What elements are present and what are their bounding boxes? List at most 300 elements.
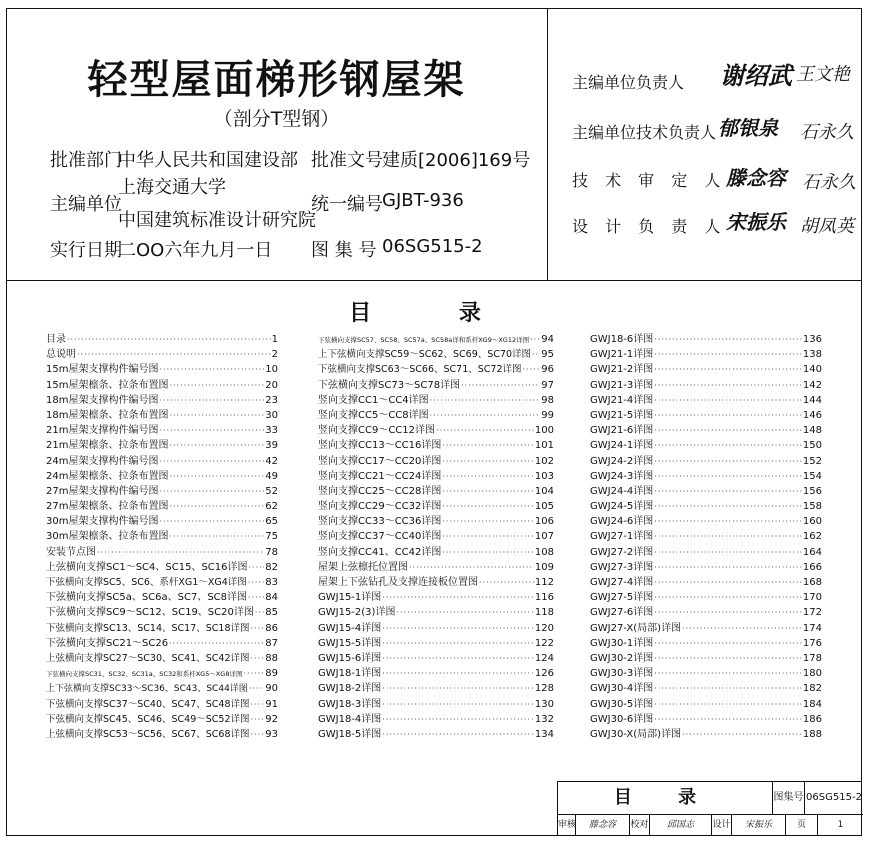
toc-entry bbox=[46, 469, 278, 484]
toc-entry bbox=[318, 697, 554, 712]
toc-entry-page: 91 bbox=[265, 698, 278, 710]
design-signature: 宋振乐 bbox=[732, 814, 786, 836]
toc-entry-title: 下弦横向支撑SC5a、SC6a、SC7、SC8详图 bbox=[46, 592, 248, 604]
toc-entry-page: 42 bbox=[265, 455, 278, 467]
toc-entry bbox=[46, 575, 278, 590]
toc-entry-page: 88 bbox=[265, 652, 278, 664]
toc-leader-dots bbox=[159, 362, 264, 377]
toc-entry-title: 下弦横向支撑SC21～SC26 bbox=[46, 637, 169, 649]
toc-entry bbox=[46, 423, 278, 438]
toc-entry bbox=[46, 666, 278, 681]
toc-entry bbox=[590, 499, 822, 514]
toc-leader-dots bbox=[442, 529, 534, 544]
toc-column-1 bbox=[46, 332, 278, 742]
toc-leader-dots bbox=[442, 545, 534, 560]
toc-entry bbox=[318, 514, 554, 529]
toc-entry-page: 75 bbox=[265, 531, 278, 543]
toc-entry-page: 97 bbox=[541, 379, 554, 391]
toc-entry-title: GWJ24-3详图 bbox=[590, 470, 654, 482]
toc-leader-dots bbox=[654, 651, 802, 666]
toc-entry-page: 176 bbox=[802, 637, 822, 649]
toc-entry-page: 78 bbox=[265, 546, 278, 558]
approve-dept-label: 批准部门 bbox=[50, 150, 122, 171]
toc-entry-page: 98 bbox=[541, 394, 554, 406]
toc-entry bbox=[590, 666, 822, 681]
toc-leader-dots bbox=[442, 469, 534, 484]
approve-doc: 建质[2006]169号 bbox=[382, 150, 531, 171]
toc-entry bbox=[46, 454, 278, 469]
toc-leader-dots bbox=[682, 727, 802, 742]
toc-leader-dots bbox=[654, 712, 802, 727]
toc-entry bbox=[46, 438, 278, 453]
toc-leader-dots bbox=[436, 423, 534, 438]
toc-entry bbox=[590, 378, 822, 393]
toc-entry bbox=[46, 545, 278, 560]
toc-entry-title: 24m屋架檩条、拉条布置图 bbox=[46, 470, 169, 482]
toc-leader-dots bbox=[654, 393, 802, 408]
toc-entry bbox=[590, 697, 822, 712]
toc-leader-dots bbox=[532, 347, 540, 362]
signature: 滕念容 bbox=[726, 166, 786, 190]
toc-entry-page: 138 bbox=[802, 349, 822, 361]
toc-entry-page: 103 bbox=[534, 470, 554, 482]
toc-leader-dots bbox=[442, 438, 534, 453]
toc-entry-page: 172 bbox=[802, 607, 822, 619]
toc-entry-title: 总说明 bbox=[46, 349, 76, 361]
toc-entry-title: 18m屋架檩条、拉条布置图 bbox=[46, 409, 169, 421]
toc-entry bbox=[590, 712, 822, 727]
toc-entry-page: 95 bbox=[541, 349, 554, 361]
toc-entry-page: 154 bbox=[802, 470, 822, 482]
toc-leader-dots bbox=[654, 332, 802, 347]
toc-leader-dots bbox=[169, 529, 264, 544]
toc-entry bbox=[318, 484, 554, 499]
toc-entry-page: 104 bbox=[534, 485, 554, 497]
signature: 郁银泉 bbox=[718, 116, 778, 140]
atlas-no-value: 06SG515-2 bbox=[806, 792, 862, 803]
toc-entry-title: GWJ24-2详图 bbox=[590, 455, 654, 467]
toc-entry-page: 144 bbox=[802, 394, 822, 406]
toc-entry-title: GWJ18-4详图 bbox=[318, 713, 382, 725]
toc-entry bbox=[318, 712, 554, 727]
toc-entry-title: 屋架上弦檩托位置图 bbox=[318, 561, 408, 573]
toc-entry bbox=[590, 484, 822, 499]
toc-leader-dots bbox=[654, 636, 802, 651]
header-left bbox=[6, 8, 547, 280]
toc-entry-title: GWJ30-X(局部)详图 bbox=[590, 728, 682, 740]
toc-entry bbox=[318, 666, 554, 681]
toc-entry-title: GWJ27-2详图 bbox=[590, 546, 654, 558]
toc-entry-title: 竖向支撑CC17～CC20详图 bbox=[318, 455, 442, 467]
toc-entry bbox=[318, 469, 554, 484]
toc-leader-dots bbox=[382, 666, 534, 681]
toc-entry bbox=[46, 727, 278, 742]
toc-leader-dots bbox=[382, 621, 534, 636]
toc-entry-page: 2 bbox=[271, 349, 278, 361]
toc-entry-page: 82 bbox=[265, 561, 278, 573]
toc-entry-title: 27m屋架支撑构件编号图 bbox=[46, 485, 159, 497]
toc-entry-page: 101 bbox=[534, 440, 554, 452]
toc-entry bbox=[318, 621, 554, 636]
toc-entry-page: 92 bbox=[265, 713, 278, 725]
toc-entry-title: GWJ15-4详图 bbox=[318, 622, 382, 634]
toc-entry bbox=[590, 454, 822, 469]
toc-entry bbox=[46, 560, 278, 575]
toc-entry-page: 107 bbox=[534, 531, 554, 543]
toc-entry-title: GWJ18-5详图 bbox=[318, 728, 382, 740]
toc-entry bbox=[318, 499, 554, 514]
toc-entry-page: 105 bbox=[534, 501, 554, 513]
toc-leader-dots bbox=[461, 378, 540, 393]
toc-leader-dots bbox=[382, 636, 534, 651]
toc-entry bbox=[590, 362, 822, 377]
toc-leader-dots bbox=[430, 393, 541, 408]
toc-entry-page: 166 bbox=[802, 561, 822, 573]
toc-entry-page: 150 bbox=[802, 440, 822, 452]
toc-entry bbox=[46, 362, 278, 377]
page-label: 页 bbox=[786, 814, 818, 836]
toc-entry bbox=[590, 681, 822, 696]
toc-entry-title: 竖向支撑CC25～CC28详图 bbox=[318, 485, 442, 497]
toc-entry bbox=[46, 393, 278, 408]
toc-entry-page: 182 bbox=[802, 683, 822, 695]
toc-entry bbox=[46, 484, 278, 499]
toc-entry-title: GWJ27-3详图 bbox=[590, 561, 654, 573]
toc-leader-dots bbox=[169, 499, 264, 514]
toc-entry-page: 124 bbox=[534, 652, 554, 664]
toc-entry bbox=[590, 423, 822, 438]
toc-leader-dots bbox=[654, 529, 802, 544]
toc-entry bbox=[318, 362, 554, 377]
toc-entry bbox=[318, 560, 554, 575]
toc-entry-title: GWJ21-4详图 bbox=[590, 394, 654, 406]
role-label: 技 术 审 定 人 bbox=[572, 171, 727, 190]
toc-entry bbox=[46, 499, 278, 514]
role-label: 设 计 负 责 人 bbox=[572, 217, 727, 236]
toc-entry-title: 下弦横向支撑SC9～SC12、SC19、SC20详图 bbox=[46, 607, 254, 619]
toc-entry bbox=[318, 681, 554, 696]
toc-entry bbox=[590, 393, 822, 408]
signature: 王文艳 bbox=[796, 64, 850, 85]
toc-entry-page: 109 bbox=[534, 561, 554, 573]
toc-entry-page: 65 bbox=[265, 516, 278, 528]
toc-leader-dots bbox=[169, 438, 264, 453]
uniform-no: GJBT-936 bbox=[382, 190, 464, 211]
toc-entry-page: 83 bbox=[265, 577, 278, 588]
toc-entry bbox=[590, 560, 822, 575]
toc-leader-dots bbox=[430, 408, 541, 423]
toc-entry-page: 99 bbox=[541, 409, 554, 421]
toc-entry-title: 安装节点图 bbox=[46, 546, 96, 558]
toc-entry-title: 上弦横向支撑SC53～SC56、SC67、SC68详图 bbox=[46, 728, 250, 740]
toc-entry bbox=[318, 575, 554, 590]
toc-entry-page: 33 bbox=[265, 425, 278, 437]
toc-entry-page: 146 bbox=[802, 409, 822, 421]
toc-leader-dots bbox=[249, 681, 264, 696]
toc-entry bbox=[590, 575, 822, 590]
toc-entry-page: 168 bbox=[802, 577, 822, 588]
toc-entry-title: GWJ24-1详图 bbox=[590, 440, 654, 452]
toc-entry bbox=[46, 636, 278, 651]
toc-entry-page: 186 bbox=[802, 713, 822, 725]
toc-leader-dots bbox=[248, 590, 264, 605]
toc-entry-page: 96 bbox=[541, 364, 554, 376]
toc-entry-page: 86 bbox=[265, 622, 278, 634]
toc-entry bbox=[46, 529, 278, 544]
toc-entry bbox=[318, 590, 554, 605]
toc-entry-title: GWJ15-1详图 bbox=[318, 592, 382, 604]
toc-leader-dots bbox=[530, 332, 540, 347]
review-label: 审核 bbox=[558, 814, 576, 836]
toc-entry-page: 52 bbox=[265, 485, 278, 497]
page-title: 轻型屋面梯形钢屋架 bbox=[87, 57, 466, 103]
effective-date: 二OO六年九月一日 bbox=[118, 240, 273, 261]
toc-entry-page: 116 bbox=[534, 592, 554, 604]
toc-entry bbox=[318, 454, 554, 469]
toc-entry bbox=[318, 393, 554, 408]
toc-entry-title: GWJ18-6详图 bbox=[590, 334, 654, 345]
toc-leader-dots bbox=[442, 484, 534, 499]
toc-entry-page: 142 bbox=[802, 379, 822, 391]
toc-entry-page: 158 bbox=[802, 501, 822, 513]
toc-entry-title: GWJ21-5详图 bbox=[590, 409, 654, 421]
toc-leader-dots bbox=[654, 347, 802, 362]
toc-leader-dots bbox=[251, 712, 265, 727]
toc-entry-title: GWJ24-5详图 bbox=[590, 501, 654, 513]
toc-entry-title: GWJ30-1详图 bbox=[590, 637, 654, 649]
check-signature: 邱国志 bbox=[650, 814, 712, 836]
signature: 石永久 bbox=[800, 122, 854, 143]
toc-entry bbox=[590, 469, 822, 484]
toc-entry-title: 上弦横向支撑SC27～SC30、SC41、SC42详图 bbox=[46, 652, 250, 664]
toc-entry-page: 89 bbox=[265, 668, 278, 680]
toc-entry bbox=[46, 621, 278, 636]
toc-entry-title: GWJ24-4详图 bbox=[590, 485, 654, 497]
toc-entry bbox=[590, 590, 822, 605]
toc-entry-title: 竖向支撑CC21～CC24详图 bbox=[318, 470, 442, 482]
atlas-no: 06SG515-2 bbox=[382, 236, 483, 257]
toc-leader-dots bbox=[654, 469, 802, 484]
header-divider bbox=[6, 280, 862, 281]
toc-entry-title: 竖向支撑CC9～CC12详图 bbox=[318, 425, 436, 437]
toc-leader-dots bbox=[382, 590, 534, 605]
review-signature: 滕念容 bbox=[576, 814, 630, 836]
atlas-no-label: 图集号 bbox=[773, 782, 805, 814]
toc-entry-title: 下弦横向支撑SC37～SC40、SC47、SC48详图 bbox=[46, 698, 250, 710]
toc-leader-dots bbox=[654, 590, 802, 605]
toc-leader-dots bbox=[654, 560, 802, 575]
toc-leader-dots bbox=[169, 408, 264, 423]
toc-entry-page: 136 bbox=[802, 334, 822, 345]
toc-entry-page: 130 bbox=[534, 698, 554, 710]
toc-leader-dots bbox=[251, 727, 265, 742]
toc-entry-title: 下弦横向支撑SC63～SC66、SC71、SC72详图 bbox=[318, 364, 522, 376]
toc-entry bbox=[318, 651, 554, 666]
toc-leader-dots bbox=[382, 727, 534, 742]
signature: 谢绍武 bbox=[720, 61, 792, 90]
toc-entry-title: GWJ15-2(3)详图 bbox=[318, 607, 396, 619]
toc-entry bbox=[590, 332, 822, 347]
toc-entry-title: GWJ18-3详图 bbox=[318, 698, 382, 710]
editor-unit-label: 主编单位 bbox=[50, 194, 122, 215]
toc-leader-dots bbox=[251, 621, 265, 636]
toc-entry-title: 27m屋架檩条、拉条布置图 bbox=[46, 501, 169, 513]
toc-entry bbox=[318, 332, 554, 347]
toc-entry bbox=[318, 636, 554, 651]
toc-leader-dots bbox=[67, 332, 271, 347]
toc-entry-title: GWJ30-2详图 bbox=[590, 652, 654, 664]
atlas-no-label: 图 集 号 bbox=[311, 240, 377, 261]
toc-entry-page: 108 bbox=[534, 546, 554, 558]
toc-leader-dots bbox=[654, 545, 802, 560]
toc-entry-title: GWJ27-5详图 bbox=[590, 592, 654, 604]
editor-unit-2: 中国建筑标准设计研究院 bbox=[118, 210, 316, 231]
approve-doc-label: 批准文号 bbox=[311, 150, 383, 171]
toc-entry-page: 126 bbox=[534, 668, 554, 680]
toc-entry-title: GWJ21-6详图 bbox=[590, 425, 654, 437]
toc-entry-page: 120 bbox=[534, 622, 554, 634]
toc-entry bbox=[590, 651, 822, 666]
toc-leader-dots bbox=[382, 697, 534, 712]
toc-entry-page: 10 bbox=[265, 364, 278, 376]
toc-leader-dots bbox=[169, 378, 264, 393]
toc-entry-page: 87 bbox=[265, 637, 278, 649]
toc-entry bbox=[318, 423, 554, 438]
signature: 胡凤英 bbox=[800, 216, 854, 237]
toc-entry bbox=[590, 636, 822, 651]
toc-entry-title: GWJ18-2详图 bbox=[318, 683, 382, 695]
toc-leader-dots bbox=[159, 484, 264, 499]
toc-entry bbox=[46, 347, 278, 362]
toc-entry-title: GWJ30-4详图 bbox=[590, 683, 654, 695]
toc-entry-page: 20 bbox=[265, 379, 278, 391]
toc-entry bbox=[46, 651, 278, 666]
toc-entry bbox=[46, 605, 278, 620]
toc-leader-dots bbox=[169, 469, 264, 484]
toc-entry-page: 106 bbox=[534, 516, 554, 528]
toc-entry-title: 下弦横向支撑SC31、SC32、SC31a、SC32和系杆XG5～XG8详图 bbox=[46, 670, 243, 679]
toc-entry-title: 上下弦横向支撑SC59～SC62、SC69、SC70详图 bbox=[318, 349, 532, 361]
toc-entry-title: 24m屋架支撑构件编号图 bbox=[46, 455, 159, 467]
toc-entry-title: GWJ21-2详图 bbox=[590, 364, 654, 376]
toc-entry-title: 竖向支撑CC33～CC36详图 bbox=[318, 516, 442, 528]
toc-leader-dots bbox=[479, 575, 534, 590]
toc-entry bbox=[46, 712, 278, 727]
toc-entry-title: 21m屋架檩条、拉条布置图 bbox=[46, 440, 169, 452]
toc-entry-title: 上下弦横向支撑SC33～SC36、SC43、SC44详图 bbox=[46, 684, 248, 695]
toc-entry-title: GWJ24-6详图 bbox=[590, 516, 654, 528]
approve-dept: 中华人民共和国建设部 bbox=[118, 150, 298, 171]
toc-leader-dots bbox=[654, 681, 802, 696]
toc-entry bbox=[318, 605, 554, 620]
toc-entry-page: 140 bbox=[802, 364, 822, 376]
toc-entry-title: 目录 bbox=[46, 334, 66, 345]
toc-entry bbox=[46, 408, 278, 423]
toc-entry bbox=[318, 545, 554, 560]
signature: 宋振乐 bbox=[726, 210, 786, 234]
toc-entry bbox=[590, 605, 822, 620]
toc-leader-dots bbox=[159, 423, 264, 438]
toc-entry-page: 49 bbox=[265, 470, 278, 482]
toc-entry-title: GWJ15-5详图 bbox=[318, 637, 382, 649]
toc-entry-title: 竖向支撑CC1～CC4详图 bbox=[318, 394, 429, 406]
toc-leader-dots bbox=[248, 575, 265, 590]
toc-leader-dots bbox=[159, 454, 264, 469]
toc-leader-dots bbox=[251, 697, 265, 712]
toc-entry-title: 21m屋架支撑构件编号图 bbox=[46, 425, 159, 437]
toc-leader-dots bbox=[654, 378, 802, 393]
toc-entry bbox=[46, 332, 278, 347]
toc-entry-title: GWJ27-6详图 bbox=[590, 607, 654, 619]
toc-entry-title: GWJ27-X(局部)详图 bbox=[590, 622, 682, 634]
toc-leader-dots bbox=[159, 514, 264, 529]
effective-date-label: 实行日期 bbox=[50, 240, 122, 261]
toc-entry bbox=[590, 727, 822, 742]
toc-entry-title: GWJ30-6详图 bbox=[590, 713, 654, 725]
toc-leader-dots bbox=[382, 712, 534, 727]
check-label: 校对 bbox=[630, 814, 650, 836]
toc-leader-dots bbox=[442, 454, 534, 469]
toc-leader-dots bbox=[396, 605, 533, 620]
toc-leader-dots bbox=[654, 362, 802, 377]
toc-entry bbox=[318, 408, 554, 423]
toc-entry-title: 下弦横向支撑SC73～SC78详图 bbox=[318, 379, 461, 391]
toc-leader-dots bbox=[255, 605, 264, 620]
page-number: 1 bbox=[837, 820, 844, 830]
toc-entry-page: 85 bbox=[265, 607, 278, 619]
toc-leader-dots bbox=[169, 636, 264, 651]
toc-entry-page: 102 bbox=[534, 455, 554, 467]
toc-entry bbox=[318, 347, 554, 362]
toc-entry-page: 148 bbox=[802, 425, 822, 437]
toc-entry bbox=[46, 514, 278, 529]
toc-entry-page: 128 bbox=[534, 683, 554, 695]
toc-entry-page: 188 bbox=[802, 728, 822, 740]
toc-leader-dots bbox=[249, 560, 265, 575]
toc-entry bbox=[590, 438, 822, 453]
toc-leader-dots bbox=[682, 621, 802, 636]
toc-entry bbox=[318, 378, 554, 393]
toc-entry-page: 39 bbox=[265, 440, 278, 452]
toc-entry-title: GWJ21-3详图 bbox=[590, 379, 654, 391]
toc-entry-title: 30m屋架支撑构件编号图 bbox=[46, 516, 159, 528]
toc-leader-dots bbox=[654, 605, 802, 620]
toc-entry-title: 竖向支撑CC41、CC42详图 bbox=[318, 546, 442, 558]
toc-entry-title: 下弦横向支撑SC45、SC46、SC49～SC52详图 bbox=[46, 713, 250, 725]
toc-leader-dots bbox=[654, 484, 802, 499]
toc-entry-title: 18m屋架支撑构件编号图 bbox=[46, 394, 159, 406]
toc-entry bbox=[318, 727, 554, 742]
toc-leader-dots bbox=[654, 575, 802, 590]
toc-leader-dots bbox=[159, 393, 264, 408]
toc-entry-title: 下弦横向支撑SC5、SC6、系杆XG1～XG4详图 bbox=[46, 577, 247, 588]
toc-entry-title: 下弦横向支撑SC13、SC14、SC17、SC18详图 bbox=[46, 622, 250, 634]
toc-entry-page: 23 bbox=[265, 394, 278, 406]
toc-leader-dots bbox=[251, 651, 265, 666]
toc-leader-dots bbox=[654, 514, 802, 529]
toc-leader-dots bbox=[654, 423, 802, 438]
toc-entry-page: 93 bbox=[265, 728, 278, 740]
toc-leader-dots bbox=[409, 560, 534, 575]
toc-entry bbox=[46, 590, 278, 605]
page-subtitle: （剖分T型钢） bbox=[213, 108, 340, 130]
toc-title: 目 录 bbox=[349, 301, 521, 326]
toc-entry bbox=[590, 529, 822, 544]
toc-entry-title: GWJ27-4详图 bbox=[590, 577, 654, 588]
toc-entry-page: 122 bbox=[534, 637, 554, 649]
toc-entry-title: 上弦横向支撑SC1～SC4、SC15、SC16详图 bbox=[46, 561, 248, 573]
toc-entry bbox=[590, 347, 822, 362]
